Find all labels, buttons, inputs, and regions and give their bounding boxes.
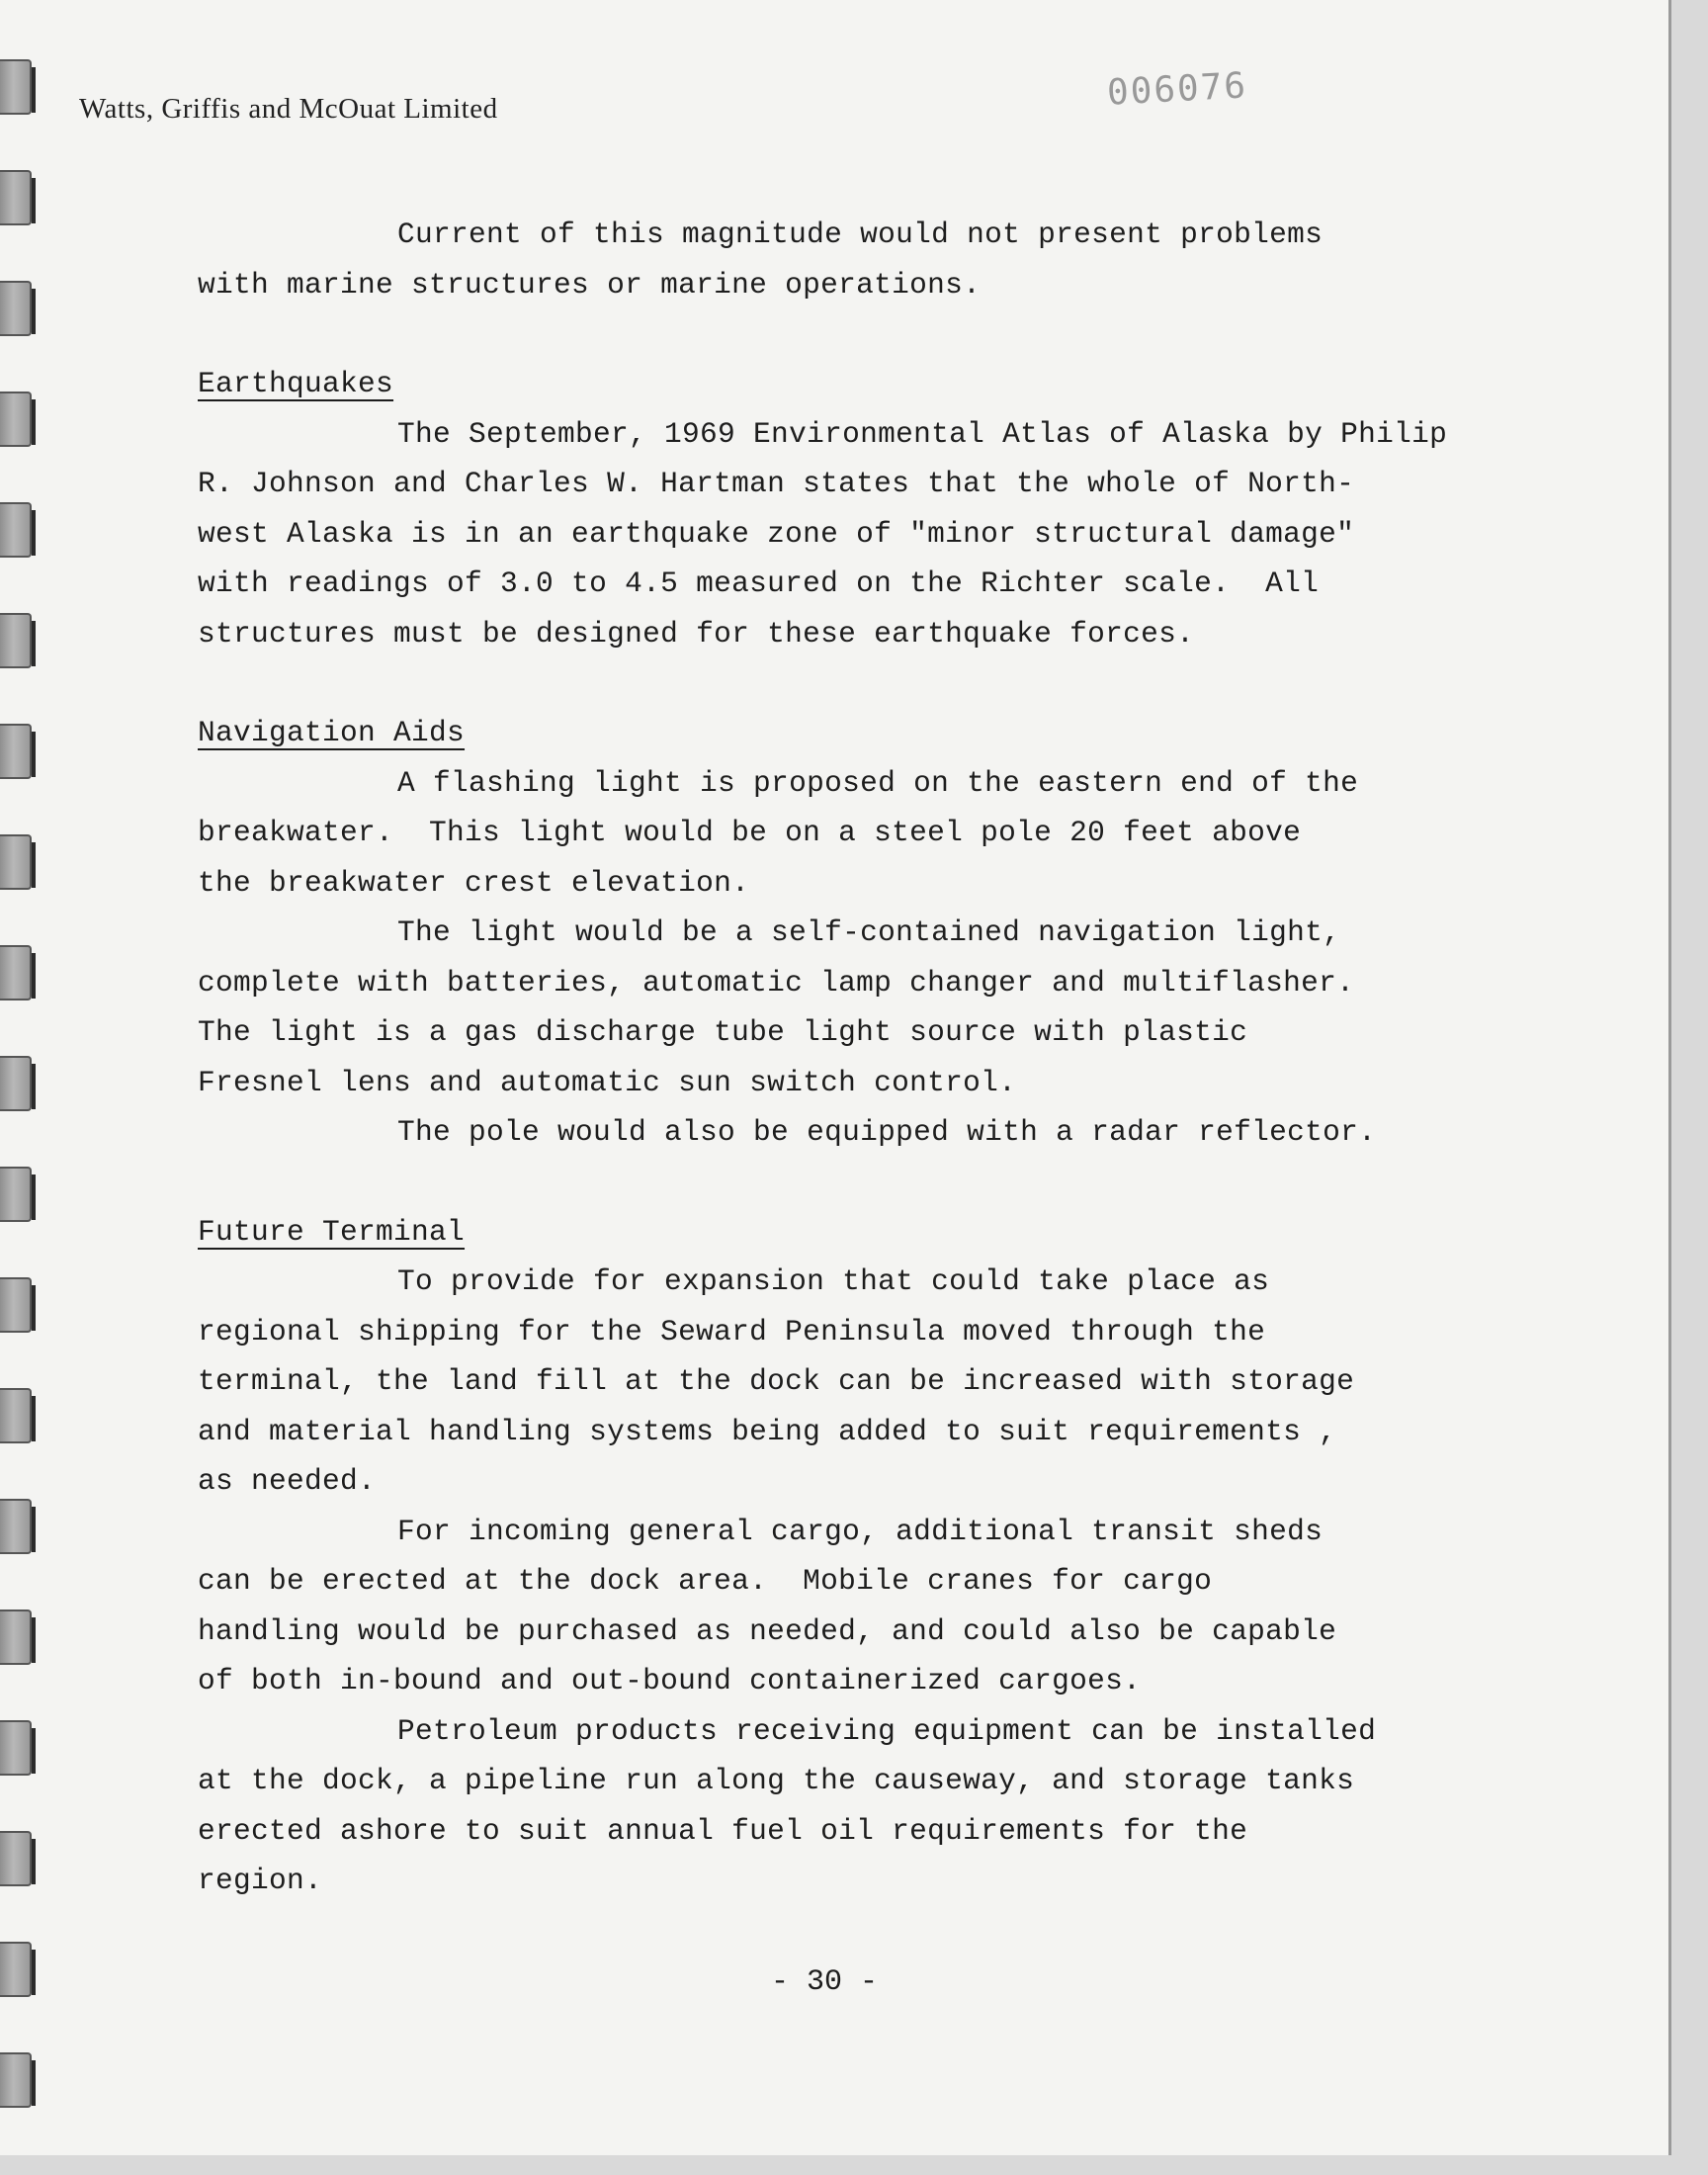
binding-ring-icon	[0, 1277, 32, 1333]
binding-ring-icon	[0, 834, 32, 890]
binding-ring-icon	[0, 281, 32, 336]
page-number: - 30 -	[770, 1965, 879, 1999]
paragraph: A flashing light is proposed on the eastern end of the breakwater. This light would be on a steel pole 20 feet above the breakwater crest elevation.	[198, 765, 1359, 900]
company-letterhead: Watts, Griffis and McOuat Limited	[79, 93, 498, 125]
paragraph: The pole would also be equipped with a radar reflector.	[397, 1115, 1377, 1149]
spiral-binding	[0, 59, 40, 2135]
paragraph: For incoming general cargo, additional transit sheds can be erected at the dock area. Mobile cranes for cargo handling would be purchased as needed, and could also be capable of both in-bound and out-bound containerized cargoes.	[198, 1514, 1337, 1697]
binding-ring-icon	[0, 613, 32, 668]
paragraph: The September, 1969 Environmental Atlas of Alaska by Philip R. Johnson and Charles W. Hartman states that the whole of North- west Alaska is in an earthquake zone of "minor structural damage" with readings of 3.0 to 4.5 measured on the Richter scale. All structures must be designed for these earthquake forces.	[198, 416, 1448, 651]
binding-ring-icon	[0, 1388, 32, 1443]
binding-ring-icon	[0, 1056, 32, 1111]
paragraph: Petroleum products receiving equipment can be installed at the dock, a pipeline run along the causeway, and storage tanks erected ashore to suit annual fuel oil requirements for the region.	[198, 1713, 1377, 1897]
binding-ring-icon	[0, 945, 32, 1000]
binding-ring-icon	[0, 724, 32, 779]
section-heading-navigation-aids: Navigation Aids	[198, 716, 466, 749]
paragraph: To provide for expansion that could take place as regional shipping for the Seward Peninsula moved through the terminal, the land fill at the dock can be increased with storage and material handling systems being added to suit requirements , as needed.	[198, 1264, 1355, 1498]
binding-ring-icon	[0, 1720, 32, 1776]
binding-ring-icon	[0, 1499, 32, 1554]
binding-ring-icon	[0, 170, 32, 225]
section-heading-earthquakes: Earthquakes	[198, 367, 394, 400]
binding-ring-icon	[0, 502, 32, 558]
binding-ring-icon	[0, 2052, 32, 2108]
document-number-stamp: 006076	[1106, 65, 1249, 114]
intro-paragraph: Current of this magnitude would not present problems with marine structures or marine operations.	[198, 218, 1324, 302]
binding-ring-icon	[0, 1831, 32, 1886]
paragraph: The light would be a self-contained navigation light, complete with batteries, automatic lamp changer and multiflasher. The light is a gas discharge tube light source with plastic Fresnel lens and automatic sun switch control.	[198, 915, 1355, 1099]
binding-ring-icon	[0, 392, 32, 447]
binding-ring-icon	[0, 1610, 32, 1665]
binding-ring-icon	[0, 59, 32, 115]
body-text	[198, 210, 1562, 1906]
section-heading-future-terminal: Future Terminal	[198, 1214, 466, 1249]
binding-ring-icon	[0, 1167, 32, 1222]
